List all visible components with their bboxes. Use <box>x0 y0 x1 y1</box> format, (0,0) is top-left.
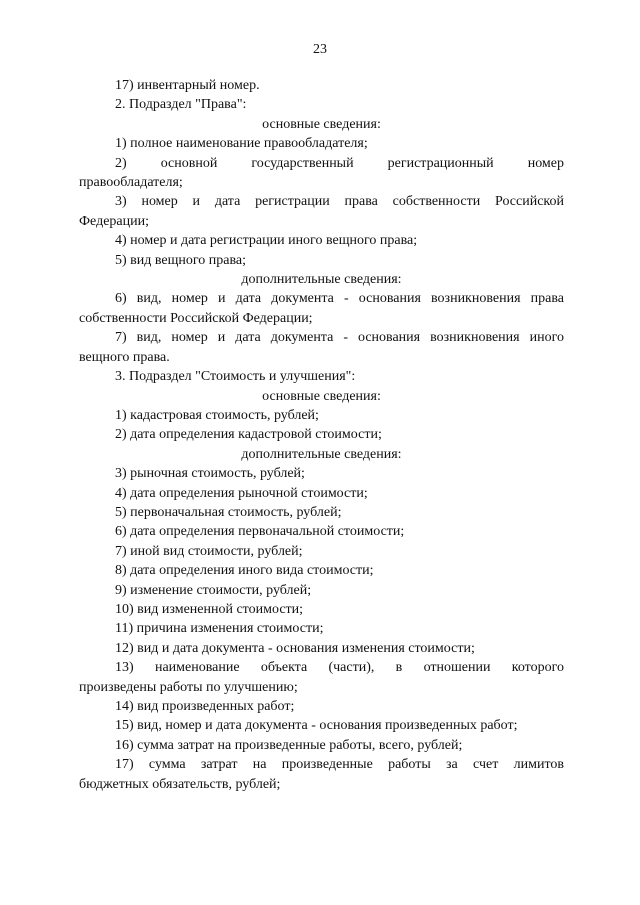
subsection-heading: основные сведения: <box>262 116 381 132</box>
list-item: 5) вид вещного права; <box>115 252 247 268</box>
subsection-heading: дополнительные сведения: <box>241 272 402 288</box>
section-heading: 3. Подраздел "Стоимость и улучшения": <box>115 369 356 385</box>
list-item: 7) иной вид стоимости, рублей; <box>115 543 303 559</box>
list-item: 1) кадастровая стоимость, рублей; <box>115 407 319 423</box>
list-item-continuation: вещного права. <box>79 349 170 365</box>
section-heading: 2. Подраздел "Права": <box>115 97 247 113</box>
list-item: 1) полное наименование правообладателя; <box>115 136 368 152</box>
list-item-continuation: правообладателя; <box>79 175 183 191</box>
list-item-continuation: бюджетных обязательств, рублей; <box>79 776 281 792</box>
list-item: 5) первоначальная стоимость, рублей; <box>115 504 342 520</box>
document-body <box>79 76 564 794</box>
list-item: 17) инвентарный номер. <box>115 78 260 93</box>
list-item: 2) дата определения кадастровой стоимости; <box>115 427 382 443</box>
list-item: 16) сумма затрат на произведенные работы, всего, рублей; <box>115 737 463 753</box>
page-number: 23 <box>313 42 327 57</box>
list-item: 11) причина изменения стоимости; <box>115 621 324 637</box>
list-item: 3) рыночная стоимость, рублей; <box>115 466 305 482</box>
list-item: 9) изменение стоимости, рублей; <box>115 582 312 598</box>
list-item: 14) вид произведенных работ; <box>115 699 295 714</box>
list-item-continuation: Федерации; <box>79 213 150 229</box>
list-item: 7) вид, номер и дата документа - основания возникновения иного <box>115 330 564 346</box>
list-item-continuation: произведены работы по улучшению; <box>79 679 298 695</box>
subsection-heading: основные сведения: <box>262 388 381 404</box>
list-item-continuation: собственности Российской Федерации; <box>79 310 313 326</box>
list-item: 4) номер и дата регистрации иного вещного права; <box>115 233 418 249</box>
list-item: 6) дата определения первоначальной стоимости; <box>115 524 405 540</box>
list-item: 15) вид, номер и дата документа - основания произведенных работ; <box>115 718 518 734</box>
list-item: 2) основной государственный регистрационный номер <box>115 155 564 171</box>
list-item: 12) вид и дата документа - основания изменения стоимости; <box>115 640 475 656</box>
list-item: 6) вид, номер и дата документа - основания возникновения права <box>115 291 564 307</box>
list-item: 3) номер и дата регистрации права собственности Российской <box>115 194 564 210</box>
list-item: 4) дата определения рыночной стоимости; <box>115 485 368 501</box>
list-item: 10) вид измененной стоимости; <box>115 601 304 617</box>
subsection-heading: дополнительные сведения: <box>241 446 402 462</box>
list-item: 17) сумма затрат на произведенные работы за счет лимитов <box>115 757 564 773</box>
list-item: 13) наименование объекта (части), в отношении которого <box>115 660 564 676</box>
list-item: 8) дата определения иного вида стоимости; <box>115 563 374 579</box>
